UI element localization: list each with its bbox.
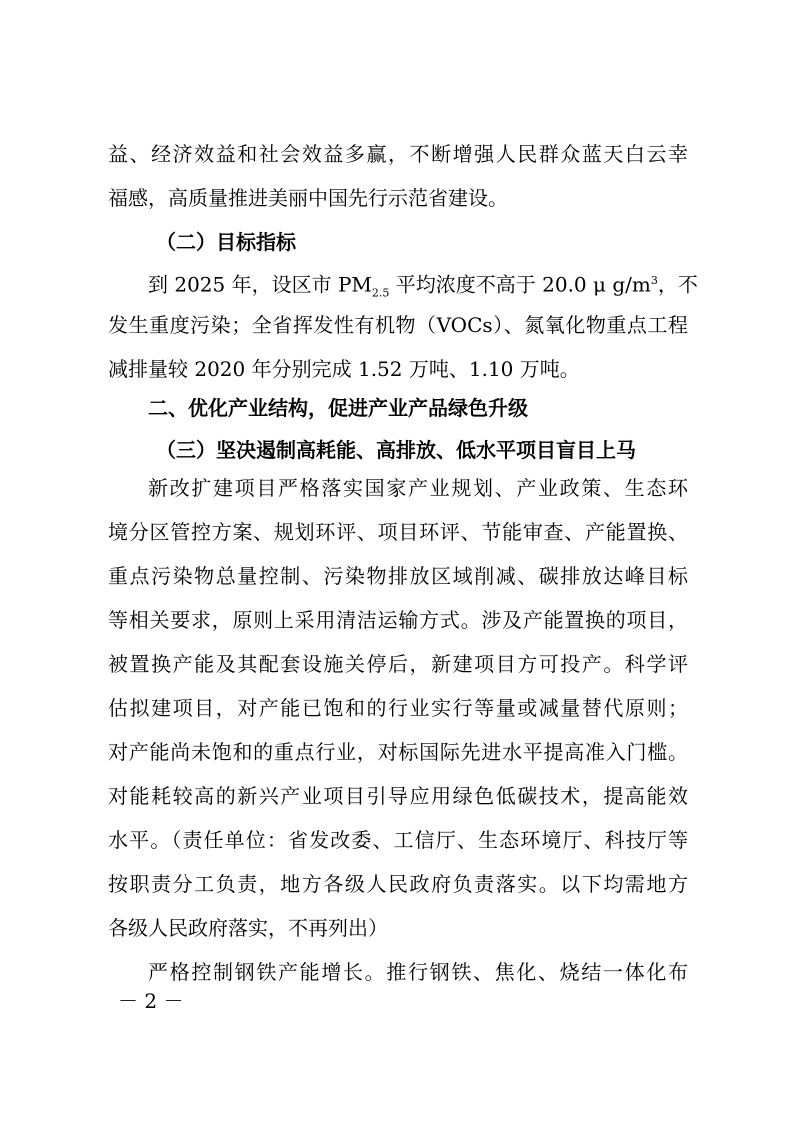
paragraph-line: 对产能尚未饱和的重点行业，对标国际先进水平提高准入门槛。 — [108, 740, 688, 764]
unit-superscript: 3 — [650, 274, 658, 287]
subheading-projects: （三）坚决遏制高耗能、高排放、低水平项目盲目上马 — [156, 438, 636, 462]
paragraph-line: 被置换产能及其配套设施关停后，新建项目方可投产。科学评 — [108, 652, 688, 676]
section-heading: 二、优化产业结构，促进产业产品绿色升级 — [148, 396, 528, 420]
paragraph-line: 等相关要求，原则上采用清洁运输方式。涉及产能置换的项目， — [108, 608, 688, 632]
paragraph-line: 境分区管控方案、规划环评、项目环评、节能审查、产能置换、 — [108, 520, 688, 544]
paragraph-line: 按职责分工负责，地方各级人民政府负责落实。以下均需地方 — [108, 872, 688, 896]
page-number: － 2 － — [118, 989, 184, 1013]
paragraph-line: 福感，高质量推进美丽中国先行示范省建设。 — [108, 186, 508, 210]
paragraph-line: 估拟建项目，对产能已饱和的行业实行等量或减量替代原则； — [108, 696, 688, 720]
paragraph-line: 水平。（责任单位：省发改委、工信厅、生态环境厅、科技厅等 — [108, 828, 688, 852]
paragraph-line: 发生重度污染；全省挥发性有机物（VOCs）、氮氧化物重点工程 — [108, 313, 688, 337]
target-line-pm25 — [148, 267, 698, 308]
pm-subscript: 2.5 — [371, 286, 390, 300]
target-text-a: 到 2025 年，设区市 PM — [148, 272, 372, 297]
paragraph-line: 各级人民政府落实，不再列出） — [108, 916, 388, 940]
paragraph-line: 严格控制钢铁产能增长。推行钢铁、焦化、烧结一体化布 — [148, 960, 688, 984]
paragraph-line: 重点污染物总量控制、污染物排放区域削减、碳排放达峰目标 — [108, 564, 688, 588]
paragraph-line: 益、经济效益和社会效益多赢，不断增强人民群众蓝天白云幸 — [108, 142, 688, 166]
paragraph-line: 减排量较 2020 年分别完成 1.52 万吨、1.10 万吨。 — [108, 357, 580, 381]
target-text-c: ，不 — [657, 272, 698, 297]
paragraph-line: 对能耗较高的新兴产业项目引导应用绿色低碳技术，提高能效 — [108, 784, 688, 808]
paragraph-line: 新改扩建项目严格落实国家产业规划、产业政策、生态环 — [148, 476, 688, 500]
subheading-targets: （二）目标指标 — [156, 230, 296, 254]
target-text-b: 平均浓度不高于 20.0 μ g/m — [389, 272, 651, 297]
